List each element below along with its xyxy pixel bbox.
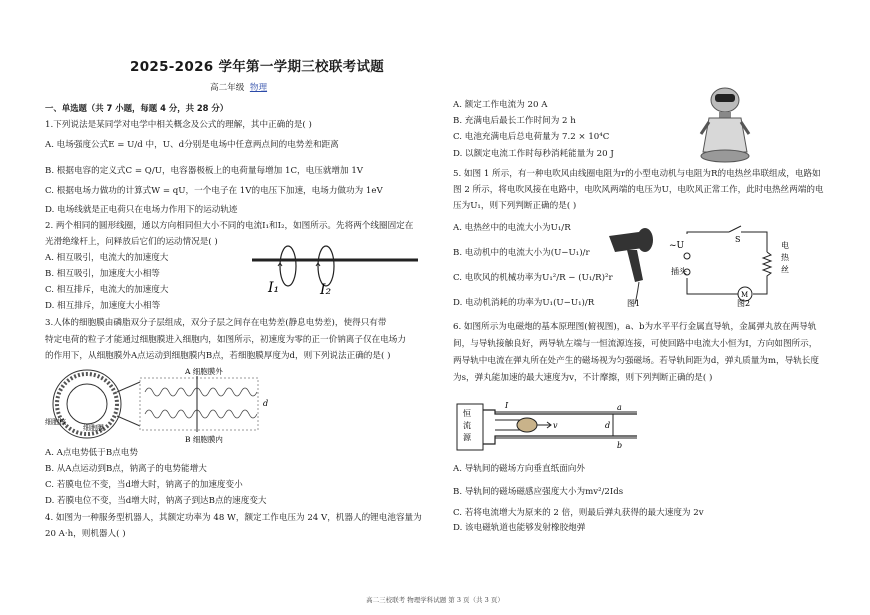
q3-option-b: B. 从A点运动到B点，钠离子的电势能增大 xyxy=(45,464,207,474)
q3-stem-3: 的作用下，从细胞膜外A点运动到细胞膜内B点，若细胞膜厚度为d，则下列说法正确的是( ) xyxy=(45,351,391,361)
q3-stem-2: 特定电荷的粒子才能通过细胞膜进入细胞内，如图所示，初速度为零的正一价钠离子仅在电场力 xyxy=(45,335,406,345)
plug-label: 插头 xyxy=(671,267,687,276)
q4-option-c: C. 电池充满电后总电荷量为 7.2 × 10⁴C xyxy=(453,132,610,142)
subject-link[interactable]: 物理 xyxy=(249,83,268,93)
nucleus-label: 细胞核 xyxy=(45,418,66,426)
voltage-label: ~U xyxy=(669,241,685,251)
q4-stem-2: 20 A·h，则机器人( ) xyxy=(45,529,126,539)
q3-option-c: C. 若膜电位不变，当d增大时，钠离子的加速度变小 xyxy=(45,480,243,490)
q5-option-c: C. 电吹风的机械功率为U₁²/R − (U₁/R)²r xyxy=(453,273,613,283)
heater-label-2: 热 xyxy=(781,253,789,262)
grade-label: 高二年级 xyxy=(210,83,245,93)
switch-label: S xyxy=(735,235,741,244)
source-label-1: 恒 xyxy=(463,409,471,418)
q6-option-c: C. 若将电流增大为原来的 2 倍，则最后弹丸获得的最大速度为 2v xyxy=(453,508,704,518)
railgun-figure xyxy=(455,392,645,454)
exam-title: 2025-2026 学年第一学期三校联考试题 xyxy=(130,59,385,75)
q5-stem-1: 5. 如图 1 所示，有一种电吹风由线圈电阻为r的小型电动机与电阻为R的电热丝串联组成，电路如 xyxy=(453,169,821,179)
robot-image xyxy=(695,82,755,164)
q6-stem-4: 为s，弹丸能加速的最大速度为v，不计摩擦，则下列判断正确的是( ) xyxy=(453,373,713,383)
current-label: I xyxy=(505,401,509,410)
cell-membrane-figure xyxy=(45,364,285,448)
q6-stem-1: 6. 如图所示为电磁炮的基本原理图(俯视图)，a、b为水平平行金属直导轨，金属弹丸放在两导轨 xyxy=(453,322,817,332)
section-heading: 一、单选题（共 7 小题，每题 4 分，共 28 分） xyxy=(45,103,229,113)
hairdryer-circuit-figure xyxy=(605,222,815,312)
q6-stem-2: 间，与导轨接触良好，两导轨左端与一恒流源连接，可使回路中电流大小恒为I，方向如图所示， xyxy=(453,339,818,349)
q1-option-a: A. 电场强度公式E = U/d 中，U、d分别是电场中任意两点间的电势差和距离 xyxy=(45,140,339,150)
q2-option-c: C. 相互排斥，电流大的加速度大 xyxy=(45,285,169,295)
heater-label-1: 电 xyxy=(781,241,789,250)
rail-a-label: a xyxy=(617,403,622,412)
coil-i1-label: I₁ xyxy=(268,280,280,296)
q5-option-a: A. 电热丝中的电流大小为U₁/R xyxy=(453,223,571,233)
q4-option-a: A. 额定工作电流为 20 A xyxy=(453,100,548,110)
page-footer: 高二三校联考 物理学科试题 第 3 页（共 3 页） xyxy=(366,596,504,604)
q1-option-b: B. 根据电容的定义式C = Q/U，电容器极板上的电荷量每增加 1C，电压就增加 1V xyxy=(45,166,364,176)
q6-stem-3: 两导轨中电流在弹丸所在处产生的磁场视为匀强磁场。若导轨间距为d，弹丸质量为m，导轨长度 xyxy=(453,356,819,366)
exam-subtitle xyxy=(210,81,267,93)
q2-stem-2: 光滑绝缘杆上，问释放后它们的运动情况是( ) xyxy=(45,237,218,247)
q2-option-d: D. 相互排斥，加速度大小相等 xyxy=(45,301,161,311)
q5-option-b: B. 电动机中的电流大小为(U−U₁)/r xyxy=(453,248,590,258)
q5-option-d: D. 电动机消耗的功率为U₁(U−U₁)/R xyxy=(453,298,595,308)
motor-label: M xyxy=(741,291,749,299)
q6-option-a: A. 导轨间的磁场方向垂直纸面向外 xyxy=(453,464,585,474)
q2-option-a: A. 相互吸引，电流大的加速度大 xyxy=(45,253,169,263)
q1-option-c: C. 根据电场力做功的计算式W = qU，一个电子在 1V的电压下加速，电场力做功为 1eV xyxy=(45,186,383,196)
velocity-label: v xyxy=(553,421,558,430)
fig2-label: 图2 xyxy=(737,299,751,308)
q5-stem-3: 压为U₁，则下列判断正确的是( ) xyxy=(453,201,577,211)
coil-i2-label: I₂ xyxy=(320,282,332,298)
point-b-label: B 细胞膜内 xyxy=(185,435,223,444)
q1-stem: 1.下列说法是某同学对电学中相关概念及公式的理解，其中正确的是( ) xyxy=(45,120,312,130)
q5-stem-2: 图 2 所示，将电吹风接在电路中，电吹风两端的电压为U，电吹风正常工作，此时电热丝两端的电 xyxy=(453,185,824,195)
q2-option-b: B. 相互吸引，加速度大小相等 xyxy=(45,269,160,279)
fig1-label: 图1 xyxy=(627,299,641,308)
q3-option-a: A. A点电势低于B点电势 xyxy=(45,448,138,458)
q1-option-d: D. 电场线就是正电荷只在电场力作用下的运动轨迹 xyxy=(45,205,238,215)
heater-label-3: 丝 xyxy=(781,265,789,274)
thickness-label: d xyxy=(263,399,269,408)
q6-option-d: D. 该电磁轨道也能够发射橡胶炮弹 xyxy=(453,523,586,533)
q3-stem-1: 3.人体的细胞膜由磷脂双分子层组成，双分子层之间存在电势差(静息电势差)，使得只有带 xyxy=(45,318,387,328)
q2-stem-1: 2. 两个相同的圆形线圈，通以方向相同但大小不同的电流I₁和I₂，如图所示。先将两个线圈固定在 xyxy=(45,221,414,231)
q4-option-d: D. 以额定电流工作时每秒消耗能量为 20 J xyxy=(453,149,614,159)
coils-figure xyxy=(250,242,420,300)
source-label-2: 流 xyxy=(463,421,471,430)
q3-option-d: D. 若膜电位不变，当d增大时，钠离子到达B点的速度变大 xyxy=(45,496,267,506)
q4-stem-1: 4. 如图为一种服务型机器人，其额定功率为 48 W，额定工作电压为 24 V，机器人的锂电池容量为 xyxy=(45,513,422,523)
membrane-label: 细胞膜 xyxy=(83,424,104,432)
q6-option-b: B. 导轨间的磁场磁感应强度大小为mv²/2Ids xyxy=(453,487,624,497)
rail-b-label: b xyxy=(617,441,623,450)
point-a-label: A 细胞膜外 xyxy=(185,367,223,376)
q4-option-b: B. 充满电后最长工作时间为 2 h xyxy=(453,116,576,126)
source-label-3: 源 xyxy=(463,433,471,442)
rail-gap-label: d xyxy=(605,421,611,430)
